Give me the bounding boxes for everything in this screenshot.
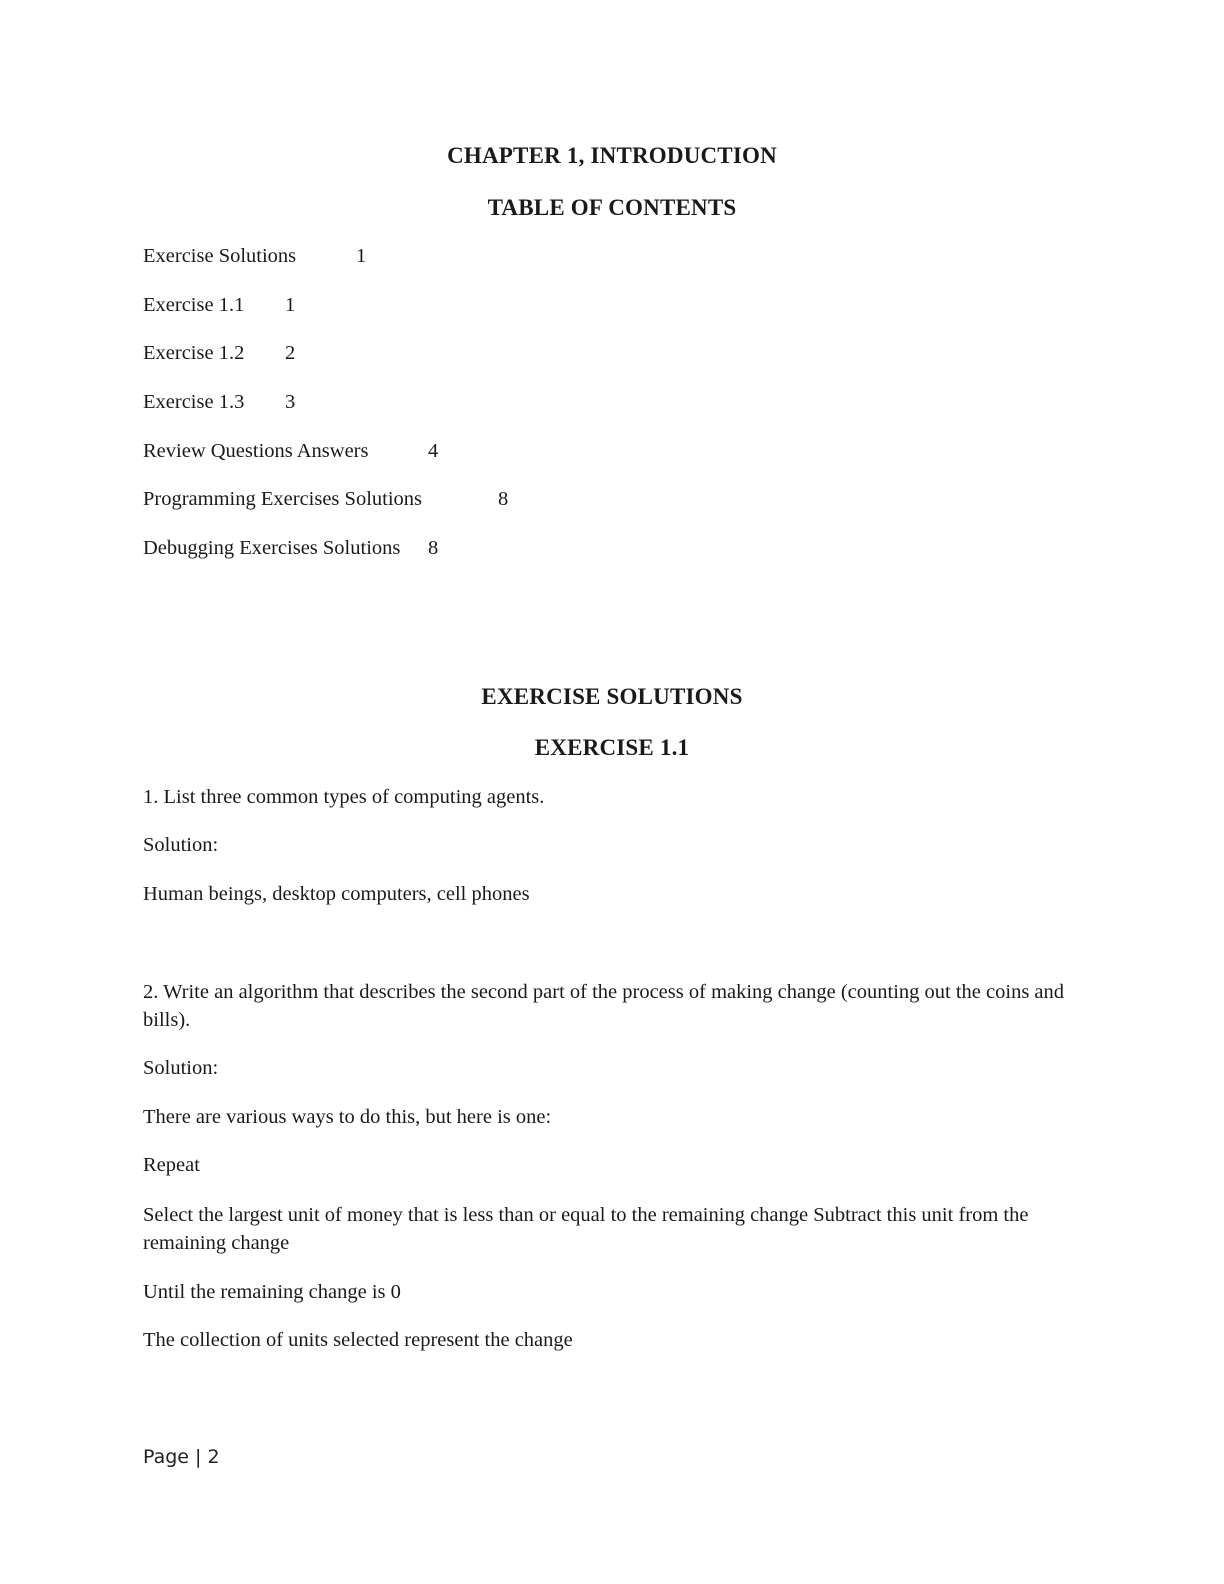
toc-entry-page: 2 (285, 342, 296, 364)
algorithm-repeat: Repeat (143, 1154, 200, 1176)
subsection-heading: EXERCISE 1.1 (534, 735, 690, 760)
toc-entry-label: Exercise Solutions (143, 245, 297, 267)
algorithm-conclusion: The collection of units selected represent the change (143, 1329, 573, 1351)
toc-entry-page: 1 (285, 294, 296, 316)
question-2: 2. Write an algorithm that describes the second part of the process of making change (counting out the coins and bills). (143, 981, 1065, 1031)
question-1: 1. List three common types of computing agents. (143, 786, 545, 808)
toc-entry-label: Debugging Exercises Solutions (143, 537, 401, 559)
chapter-title: CHAPTER 1, INTRODUCTION (447, 143, 777, 168)
toc-entry-label: Review Questions Answers (143, 440, 369, 462)
answer-2-intro: There are various ways to do this, but here is one: (143, 1106, 552, 1128)
toc-entry-label: Programming Exercises Solutions (143, 488, 423, 510)
toc-heading: TABLE OF CONTENTS (487, 195, 737, 220)
algorithm-until: Until the remaining change is 0 (143, 1281, 401, 1303)
toc-entry-page: 8 (428, 537, 439, 559)
toc-entry-page: 4 (428, 440, 439, 462)
page-footer: Page | 2 (143, 1446, 220, 1468)
section-heading: EXERCISE SOLUTIONS (481, 684, 743, 709)
toc-entry-label: Exercise 1.1 (143, 294, 245, 316)
toc-entry-page: 8 (498, 488, 509, 510)
toc-entry-label: Exercise 1.2 (143, 342, 245, 364)
toc-entry-page: 3 (285, 391, 296, 413)
toc-entry-label: Exercise 1.3 (143, 391, 245, 413)
solution-label: Solution: (143, 1057, 219, 1079)
toc-entry-page: 1 (356, 245, 367, 267)
solution-label: Solution: (143, 834, 219, 856)
algorithm-step: Select the largest unit of money that is less than or equal to the remaining change Subtract this unit from the remaining change (143, 1204, 1029, 1254)
answer-1: Human beings, desktop computers, cell phones (143, 883, 530, 905)
